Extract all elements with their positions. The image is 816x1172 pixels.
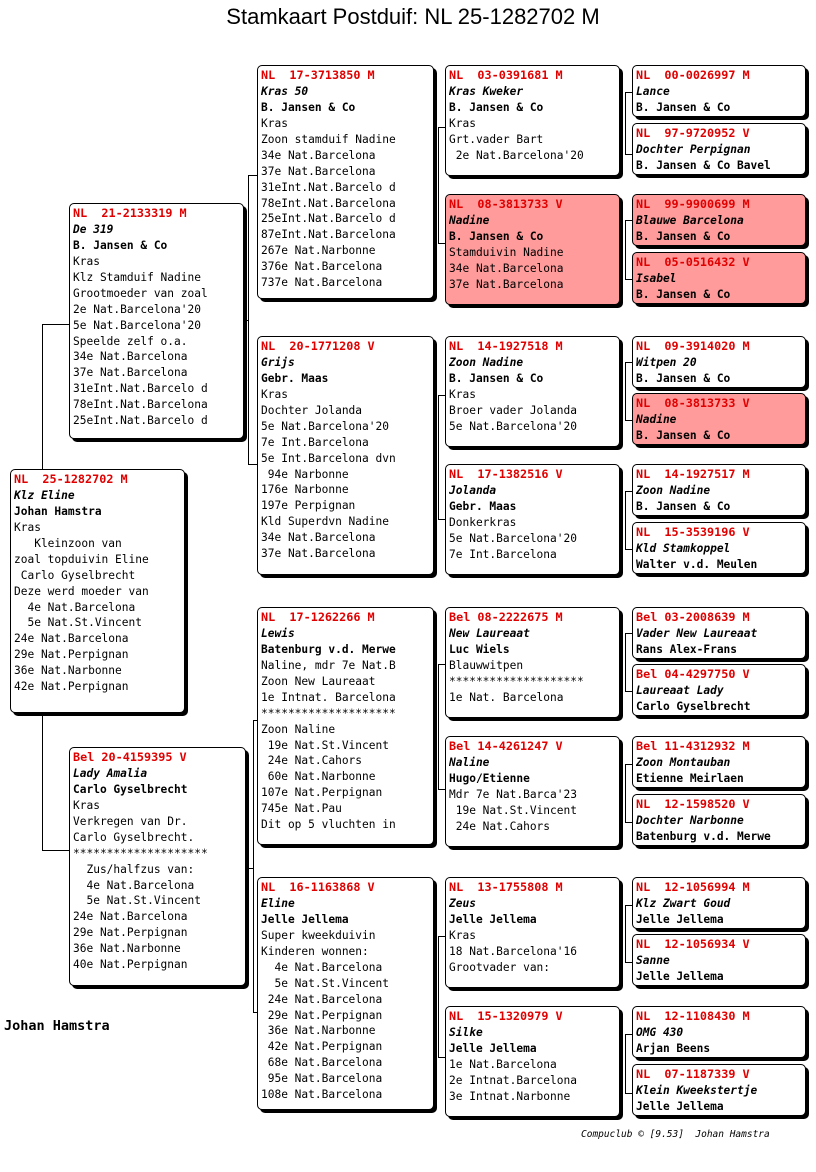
connector [625, 154, 632, 155]
card-gen3-4[interactable] [445, 464, 620, 575]
connector [625, 420, 632, 421]
breeder-name: Batenburg v.d. Merwe [636, 829, 771, 843]
ring-number: NL 17-1382516 V [449, 467, 563, 481]
connector [438, 936, 445, 937]
card-gen3-6[interactable] [445, 736, 620, 847]
card-gen4-3[interactable] [632, 194, 806, 246]
breeder-name: Jelle Jellema [449, 912, 537, 926]
detail-line: Dochter Jolanda [261, 403, 363, 417]
detail-line: 5e Nat.St.Vincent [73, 894, 201, 908]
ring-number: Bel 04-4297750 V [636, 667, 750, 681]
detail-line: 107e Nat.Perpignan [261, 786, 383, 800]
pigeon-name: Klein Kweekstertje [636, 1083, 758, 1097]
ring-number: NL 99-9900699 M [636, 197, 750, 211]
detail-line: 37e Nat.Barcelona [73, 366, 188, 380]
ring-number: NL 21-2133319 M [73, 206, 187, 220]
detail-line: 78eInt.Nat.Barcelona [261, 196, 396, 210]
connector [248, 464, 257, 465]
detail-line: 24e Nat.Barcelona [261, 992, 383, 1006]
card-gen4-5[interactable] [632, 336, 806, 388]
detail-line: 5e Nat.Barcelona'20 [449, 531, 577, 545]
breeder-name: Gebr. Maas [261, 371, 329, 385]
breeder-name: Etienne Meirlaen [636, 771, 744, 785]
connector [438, 395, 445, 396]
connector [625, 905, 626, 962]
pigeon-name: Dochter Narbonne [636, 813, 744, 827]
detail-line: 60e Nat.Narbonne [261, 770, 376, 784]
connector [625, 92, 632, 93]
detail-line: 25eInt.Nat.Barcelo d [261, 212, 396, 226]
page-title: Stamkaart Postduif: NL 25-1282702 M [226, 4, 600, 29]
connector [625, 764, 626, 822]
detail-line: 42e Nat.Perpignan [14, 680, 129, 694]
ring-number: NL 16-1163868 V [261, 880, 375, 894]
pigeon-name: Lance [636, 84, 670, 98]
breeder-name: B. Jansen & Co [636, 428, 731, 442]
ring-number: NL 17-3713850 M [261, 68, 375, 82]
card-gen4-4[interactable] [632, 252, 806, 304]
card-sire-dam[interactable] [257, 336, 434, 575]
breeder-name: Hugo/Etienne [449, 771, 530, 785]
connector [438, 395, 439, 519]
detail-line: Grt.vader Bart [449, 132, 544, 146]
breeder-name: Walter v.d. Meulen [636, 557, 758, 571]
detail-line: 24e Nat.Barcelona [14, 632, 129, 646]
ring-number: NL 25-1282702 M [14, 472, 128, 486]
pigeon-name: Eline [261, 896, 295, 910]
pigeon-name: Zoon Montauban [636, 755, 731, 769]
breeder-name: B. Jansen & Co [636, 229, 731, 243]
card-gen3-3[interactable] [445, 336, 620, 447]
detail-line: 36e Nat.Narbonne [73, 942, 181, 956]
detail-line: Kras [261, 116, 288, 130]
pigeon-name: Laureaat Lady [636, 683, 724, 697]
detail-line: 2e Nat.Barcelona'20 [449, 148, 584, 162]
detail-line: Broer vader Jolanda [449, 403, 577, 417]
detail-line: Kras [73, 254, 100, 268]
connector [438, 243, 445, 244]
pigeon-name: Nadine [449, 213, 490, 227]
detail-line: Grootvader van: [449, 960, 551, 974]
detail-line: 37e Nat.Barcelona [261, 547, 376, 561]
detail-line: 376e Nat.Barcelona [261, 260, 383, 274]
pigeon-name: Sanne [636, 953, 670, 967]
pigeon-name: Blauwe Barcelona [636, 213, 744, 227]
pigeon-name: Grijs [261, 355, 295, 369]
connector [625, 905, 632, 906]
detail-line: 5e Nat.St.Vincent [261, 976, 389, 990]
card-sire[interactable] [69, 203, 244, 439]
detail-line: 29e Nat.Perpignan [14, 648, 129, 662]
pigeon-name: OMG 430 [636, 1025, 684, 1039]
breeder-name: B. Jansen & Co [449, 371, 544, 385]
detail-line: 5e Nat.Barcelona'20 [449, 419, 577, 433]
connector [625, 362, 626, 420]
connector [438, 1057, 445, 1058]
connector [438, 936, 439, 1057]
breeder-name: Luc Wiels [449, 642, 510, 656]
card-gen4-1[interactable] [632, 65, 806, 117]
card-subject[interactable] [10, 469, 185, 713]
ring-number: NL 05-0516432 V [636, 255, 750, 269]
detail-line: Stamduivin Nadine [449, 245, 564, 259]
ring-number: NL 09-3914020 M [636, 339, 750, 353]
card-gen4-12[interactable] [632, 794, 806, 846]
pigeon-name: Isabel [636, 271, 677, 285]
card-dam-dam[interactable] [257, 877, 434, 1110]
pigeon-name: De 319 [73, 222, 114, 236]
detail-line: 78eInt.Nat.Barcelona [73, 398, 208, 412]
connector [625, 549, 632, 550]
detail-line: 19e Nat.St.Vincent [449, 803, 577, 817]
breeder-name: B. Jansen & Co [449, 229, 544, 243]
detail-line: ******************** [261, 706, 396, 720]
detail-line: Klz Stamduif Nadine [73, 270, 201, 284]
detail-line: 25eInt.Nat.Barcelo d [73, 414, 208, 428]
pigeon-name: Kras 50 [261, 84, 309, 98]
connector [438, 519, 445, 520]
detail-line: 24e Nat.Barcelona [73, 910, 188, 924]
breeder-name: Jelle Jellema [636, 1099, 724, 1113]
pigeon-name: Klz Zwart Goud [636, 896, 731, 910]
breeder-name: B. Jansen & Co [449, 100, 544, 114]
ring-number: NL 00-0026997 M [636, 68, 750, 82]
detail-line: 24e Nat.Cahors [449, 819, 551, 833]
detail-line: 42e Nat.Perpignan [261, 1040, 383, 1054]
ring-number: NL 12-1108430 M [636, 1009, 750, 1023]
card-gen3-2[interactable] [445, 194, 620, 305]
detail-line: 19e Nat.St.Vincent [261, 738, 389, 752]
breeder-name: B. Jansen & Co Bavel [636, 158, 771, 172]
detail-line: 95e Nat.Barcelona [261, 1072, 383, 1086]
pigeon-name: Lady Amalia [73, 766, 148, 780]
detail-line: Carlo Gyselbrecht. [73, 830, 195, 844]
ring-number: NL 13-1755808 M [449, 880, 563, 894]
ring-number: NL 08-3813733 V [636, 396, 750, 410]
detail-line: Kleinzoon van [14, 536, 122, 550]
ring-number: NL 97-9720952 V [636, 126, 750, 140]
card-gen3-5[interactable] [445, 607, 620, 718]
card-gen3-8[interactable] [445, 1006, 620, 1117]
pigeon-name: Zoon Nadine [449, 355, 524, 369]
detail-line: 34e Nat.Barcelona [449, 261, 564, 275]
detail-line: 5e Nat.Barcelona'20 [73, 318, 201, 332]
detail-line: 31eInt.Nat.Barcelo d [73, 382, 208, 396]
detail-line: zoal topduivin Eline [14, 552, 149, 566]
detail-line: 5e Int.Barcelona dvn [261, 451, 396, 465]
detail-line: 31eInt.Nat.Barcelo d [261, 180, 396, 194]
card-gen4-2[interactable] [632, 123, 806, 175]
card-gen4-10[interactable] [632, 664, 806, 716]
detail-line: Kras [449, 928, 476, 942]
detail-line: Zoon New Laureaat [261, 674, 376, 688]
detail-line: ******************** [73, 846, 208, 860]
card-gen3-7[interactable] [445, 877, 620, 988]
connector [625, 220, 626, 279]
detail-line: Carlo Gyselbrecht [14, 568, 136, 582]
connector [625, 491, 626, 549]
connector [42, 324, 43, 470]
detail-line: 37e Nat.Barcelona [449, 277, 564, 291]
detail-line: Zus/halfzus van: [73, 862, 195, 876]
detail-line: Kld Superdvn Nadine [261, 515, 389, 529]
card-dam[interactable] [69, 747, 246, 986]
detail-line: Kras [449, 387, 476, 401]
breeder-name: B. Jansen & Co [261, 100, 356, 114]
ring-number: Bel 14-4261247 V [449, 739, 563, 753]
connector [42, 324, 69, 325]
detail-line: 737e Nat.Barcelona [261, 276, 383, 290]
detail-line: 4e Nat.Barcelona [73, 878, 195, 892]
pigeon-name: Naline [449, 755, 490, 769]
card-gen4-7[interactable] [632, 464, 806, 516]
pigeon-name: Lewis [261, 626, 295, 640]
detail-line: 197e Perpignan [261, 499, 356, 513]
detail-line: Speelde zelf o.a. [73, 334, 188, 348]
breeder-name: Batenburg v.d. Merwe [261, 642, 396, 656]
detail-line: 36e Nat.Narbonne [14, 664, 122, 678]
breeder-name: Jelle Jellema [449, 1041, 537, 1055]
pigeon-name: New Laureaat [449, 626, 530, 640]
detail-line: 7e Int.Barcelona [261, 435, 369, 449]
ring-number: NL 07-1187339 V [636, 1067, 750, 1081]
card-gen4-16[interactable] [632, 1064, 806, 1116]
breeder-name: Carlo Gyselbrecht [73, 782, 188, 796]
connector [625, 491, 632, 492]
connector [438, 664, 439, 789]
detail-line: 2e Intnat.Barcelona [449, 1073, 577, 1087]
connector [42, 714, 43, 851]
detail-line: 5e Nat.Barcelona'20 [261, 419, 389, 433]
detail-line: 7e Int.Barcelona [449, 547, 557, 561]
card-sire-sire[interactable] [257, 65, 434, 299]
pigeon-name: Jolanda [449, 483, 497, 497]
ring-number: NL 12-1056934 V [636, 937, 750, 951]
pigeon-name: Zeus [449, 896, 476, 910]
ring-number: NL 12-1056994 M [636, 880, 750, 894]
detail-line: 29e Nat.Perpignan [261, 1008, 383, 1022]
breeder-name: B. Jansen & Co [636, 499, 731, 513]
card-gen4-6[interactable] [632, 393, 806, 445]
pigeon-name: Silke [449, 1025, 483, 1039]
breeder-name: Rans Alex-Frans [636, 642, 738, 656]
card-dam-sire[interactable] [257, 607, 434, 845]
card-gen4-11[interactable] [632, 736, 806, 788]
ring-number: Bel 08-2222675 M [449, 610, 563, 624]
detail-line: 34e Nat.Barcelona [261, 148, 376, 162]
breeder-name: B. Jansen & Co [636, 100, 731, 114]
detail-line: 68e Nat.Barcelona [261, 1056, 383, 1070]
detail-line: 34e Nat.Barcelona [261, 531, 376, 545]
detail-line: Zoon Naline [261, 722, 336, 736]
detail-line: Naline, mdr 7e Nat.B [261, 658, 396, 672]
ring-number: NL 15-1320979 V [449, 1009, 563, 1023]
ring-number: NL 14-1927517 M [636, 467, 750, 481]
card-gen4-13[interactable] [632, 877, 806, 929]
detail-line: Blauwwitpen [449, 658, 524, 672]
card-gen4-8[interactable] [632, 522, 806, 574]
detail-line: 87eInt.Nat.Barcelona [261, 228, 396, 242]
detail-line: 108e Nat.Barcelona [261, 1088, 383, 1102]
owner-name: Johan Hamstra [4, 1018, 110, 1034]
pigeon-name: Vader New Laureaat [636, 626, 758, 640]
card-gen4-9[interactable] [632, 607, 806, 659]
detail-line: Kras [449, 116, 476, 130]
card-gen4-14[interactable] [632, 934, 806, 986]
ring-number: NL 15-3539196 V [636, 525, 750, 539]
ring-number: Bel 03-2008639 M [636, 610, 750, 624]
detail-line: 40e Nat.Perpignan [73, 958, 188, 972]
connector [625, 633, 626, 691]
connector [625, 633, 632, 634]
detail-line: Super kweekduivin [261, 928, 376, 942]
detail-line: 24e Nat.Cahors [261, 754, 363, 768]
detail-line: Deze werd moeder van [14, 584, 149, 598]
detail-line: 176e Narbonne [261, 483, 349, 497]
breeder-name: Gebr. Maas [449, 499, 517, 513]
detail-line: 34e Nat.Barcelona [73, 350, 188, 364]
detail-line: 37e Nat.Barcelona [261, 164, 376, 178]
connector [625, 822, 632, 823]
connector [625, 764, 632, 765]
detail-line: 3e Intnat.Narbonne [449, 1089, 571, 1103]
detail-line: 36e Nat.Narbonne [261, 1024, 376, 1038]
breeder-name: Jelle Jellema [636, 969, 724, 983]
connector [625, 962, 632, 963]
connector [438, 664, 445, 665]
breeder-name: Arjan Beens [636, 1041, 711, 1055]
card-gen3-1[interactable] [445, 65, 620, 176]
ring-number: NL 08-3813733 V [449, 197, 563, 211]
connector [248, 175, 257, 176]
detail-line: Kras [73, 798, 100, 812]
connector [625, 1034, 632, 1035]
pigeon-name: Klz Eline [14, 488, 75, 502]
connector [253, 720, 254, 1013]
ring-number: NL 12-1598520 V [636, 797, 750, 811]
breeder-name: B. Jansen & Co [636, 371, 731, 385]
connector [438, 127, 439, 243]
detail-line: 29e Nat.Perpignan [73, 926, 188, 940]
detail-line: 267e Nat.Narbonne [261, 244, 376, 258]
detail-line: Kinderen wonnen: [261, 944, 369, 958]
detail-line: 745e Nat.Pau [261, 802, 342, 816]
breeder-name: B. Jansen & Co [73, 238, 168, 252]
detail-line: 2e Nat.Barcelona'20 [73, 302, 201, 316]
connector [625, 1034, 626, 1093]
breeder-name: Carlo Gyselbrecht [636, 699, 751, 713]
connector [438, 127, 445, 128]
card-gen4-15[interactable] [632, 1006, 806, 1058]
connector [246, 868, 254, 869]
detail-line: 4e Nat.Barcelona [261, 960, 383, 974]
detail-line: Donkerkras [449, 515, 517, 529]
ring-number: Bel 20-4159395 V [73, 750, 187, 764]
ring-number: NL 03-0391681 M [449, 68, 563, 82]
breeder-name: B. Jansen & Co [636, 287, 731, 301]
detail-line: Verkregen van Dr. [73, 814, 188, 828]
ring-number: Bel 11-4312932 M [636, 739, 750, 753]
detail-line: 18 Nat.Barcelona'16 [449, 944, 577, 958]
ring-number: NL 14-1927518 M [449, 339, 563, 353]
breeder-name: Jelle Jellema [636, 912, 724, 926]
connector [625, 279, 632, 280]
pigeon-name: Kras Kweker [449, 84, 524, 98]
connector [625, 1093, 632, 1094]
pigeon-name: Kld Stamkoppel [636, 541, 731, 555]
detail-line: 94e Narbonne [261, 467, 349, 481]
pigeon-name: Witpen 20 [636, 355, 697, 369]
connector [625, 362, 632, 363]
detail-line: 1e Nat.Barcelona [449, 1057, 557, 1071]
breeder-name: Johan Hamstra [14, 504, 102, 518]
detail-line: ******************** [449, 674, 584, 688]
detail-line: Mdr 7e Nat.Barca'23 [449, 787, 577, 801]
connector [625, 220, 632, 221]
connector [244, 320, 249, 321]
connector [625, 92, 626, 154]
ring-number: NL 20-1771208 V [261, 339, 375, 353]
copyright-notice: Compuclub © [9.53] Johan Hamstra [581, 1129, 770, 1140]
connector [42, 850, 69, 851]
ring-number: NL 17-1262266 M [261, 610, 375, 624]
pigeon-name: Zoon Nadine [636, 483, 711, 497]
detail-line: Zoon stamduif Nadine [261, 132, 396, 146]
pigeon-name: Nadine [636, 412, 677, 426]
detail-line: Kras [14, 520, 41, 534]
connector [438, 789, 445, 790]
detail-line: 1e Intnat. Barcelona [261, 690, 396, 704]
detail-line: Dit op 5 vluchten in [261, 818, 396, 832]
detail-line: 1e Nat. Barcelona [449, 690, 564, 704]
detail-line: 4e Nat.Barcelona [14, 600, 136, 614]
detail-line: Kras [261, 387, 288, 401]
detail-line: Grootmoeder van zoal [73, 286, 208, 300]
detail-line: 5e Nat.St.Vincent [14, 616, 142, 630]
connector [625, 691, 632, 692]
pigeon-name: Dochter Perpignan [636, 142, 751, 156]
breeder-name: Jelle Jellema [261, 912, 349, 926]
